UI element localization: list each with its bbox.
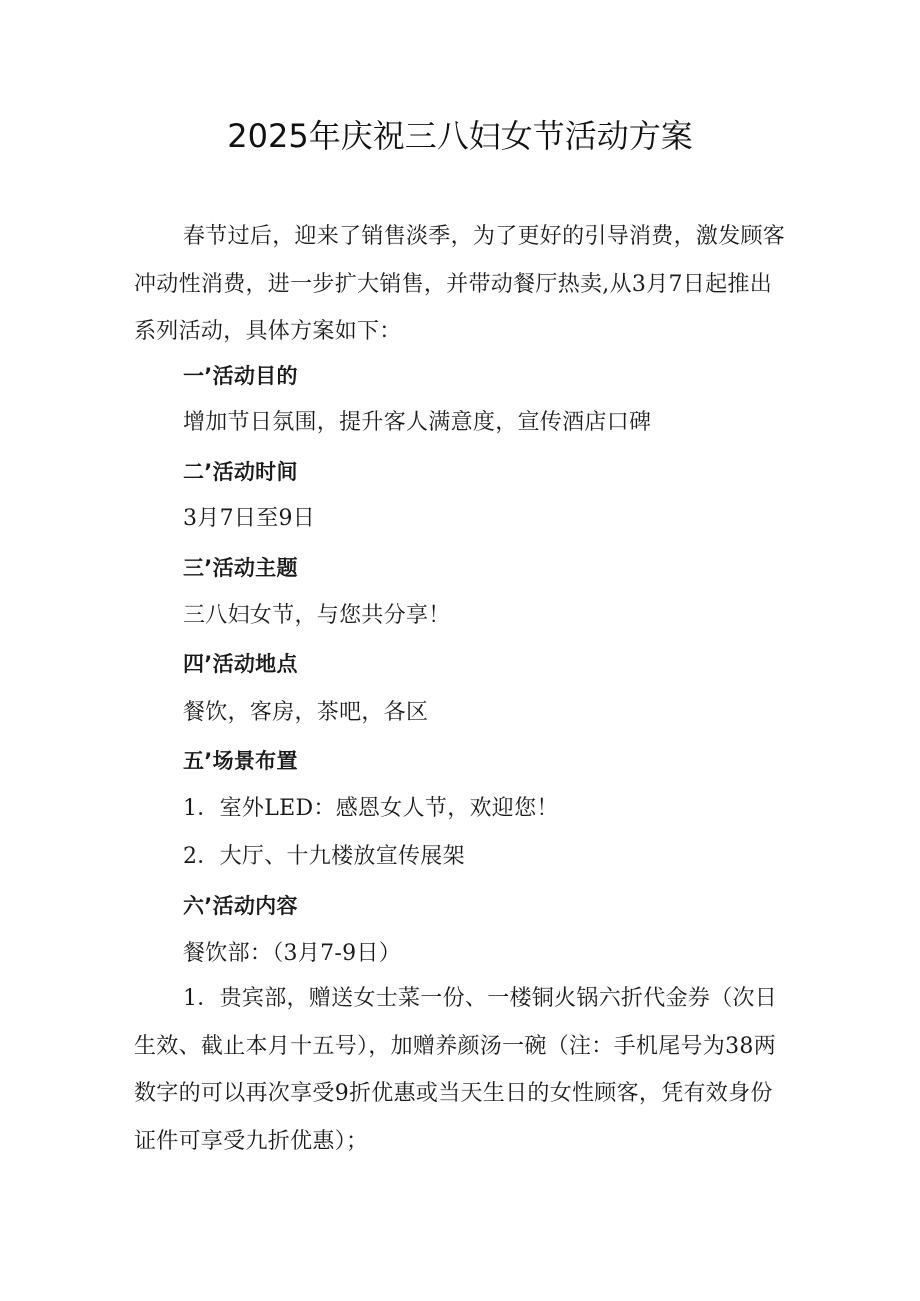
section-heading-location: 四’活动地点 — [183, 652, 298, 676]
section-heading-decoration: 五’场景布置 — [183, 749, 298, 773]
section-content-theme: 三八妇女节，与您共分享！ — [183, 603, 451, 628]
section-heading-purpose: 一’活动目的 — [183, 364, 298, 388]
decoration-item-lobby: 2．大厅、十九楼放宣传展架 — [183, 844, 465, 869]
document-title: 2025年庆祝三八妇女节活动方案 — [227, 117, 693, 155]
intro-paragraph: 春节过后，迎来了销售淡季，为了更好的引导消费，激发顾客冲动性消费，进一步扩大销售，并带动餐厅热卖,从3月7日起推出系列活动，具体方案如下： — [134, 224, 786, 344]
section-heading-time: 二’活动时间 — [183, 460, 298, 484]
section-heading-theme: 三’活动主题 — [183, 556, 298, 580]
detail-paragraph: 1．贵宾部，赠送女士菜一份、一楼铜火锅六折代金券（次日生效、截止本月十五号），加赠养颜汤一碗（注：手机尾号为38两数字的可以再次享受9折优惠或当天生日的女性顾客，凭有效身份证件可享受九折优惠）； — [134, 986, 778, 1154]
section-heading-content: 六’活动内容 — [183, 894, 298, 918]
decoration-item-led: 1．室外LED：感恩女人节，欢迎您！ — [183, 796, 559, 821]
section-content-purpose: 增加节日氛围，提升客人满意度，宣传酒店口碑 — [183, 410, 652, 435]
section-content-time: 3月7日至9日 — [183, 506, 316, 531]
section-content-location: 餐饮，客房，茶吧，各区 — [183, 700, 429, 725]
section-subheading-catering: 餐饮部：（3月7-9日） — [183, 941, 402, 966]
